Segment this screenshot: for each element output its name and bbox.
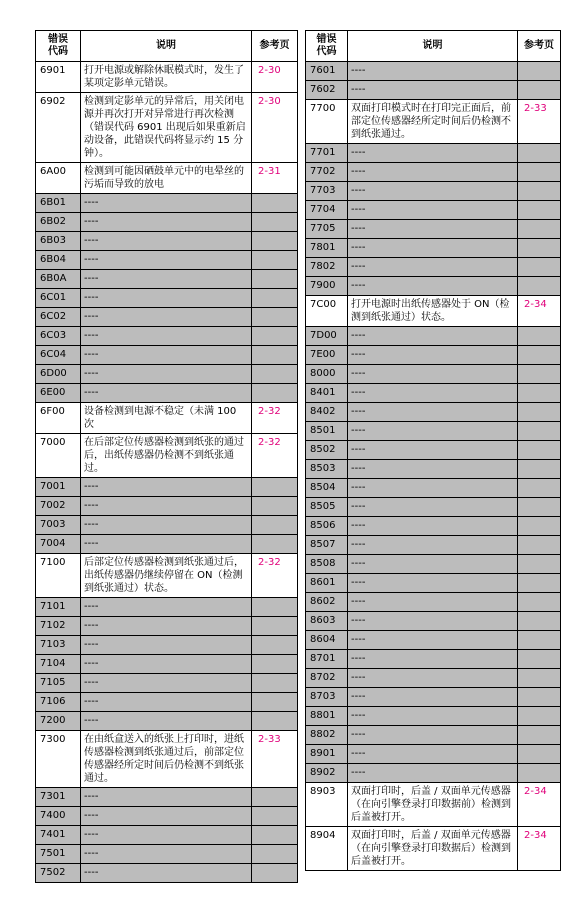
header-code: 错误 代码	[36, 31, 81, 62]
table-row	[36, 693, 298, 712]
error-code-cell: 8703	[306, 688, 348, 707]
table-row	[36, 788, 298, 807]
error-code-cell: 6B02	[36, 213, 81, 232]
error-code-cell: 7702	[306, 163, 348, 182]
table-row	[36, 674, 298, 693]
error-code-cell: 8801	[306, 707, 348, 726]
error-code-cell: 6B03	[36, 232, 81, 251]
table-row	[306, 631, 561, 650]
reference-page-cell	[518, 726, 561, 745]
description-cell: ----	[348, 574, 518, 593]
reference-page-cell	[518, 182, 561, 201]
reference-page-cell	[252, 826, 298, 845]
description-cell: ----	[348, 612, 518, 631]
reference-page-cell: 2-32	[252, 403, 298, 434]
description-cell: 双面打印模式时在打印完正面后，前部定位传感器经所定时间后仍检测不到纸张通过。	[348, 100, 518, 144]
error-code-cell: 7106	[36, 693, 81, 712]
error-code-cell: 8903	[306, 783, 348, 827]
error-code-cell: 7502	[36, 864, 81, 883]
reference-page-cell	[518, 220, 561, 239]
error-code-cell: 8505	[306, 498, 348, 517]
table-row	[36, 308, 298, 327]
table-header-row	[36, 31, 298, 62]
description-cell: ----	[81, 535, 252, 554]
description-cell: ----	[348, 555, 518, 574]
reference-page-cell	[252, 270, 298, 289]
table-row	[306, 574, 561, 593]
error-code-cell: 7E00	[306, 346, 348, 365]
table-row	[306, 688, 561, 707]
description-cell: ----	[348, 707, 518, 726]
error-code-cell: 8701	[306, 650, 348, 669]
description-cell: 检测到定影单元的异常后，用关闭电源并再次打开对异常进行再次检测（错误代码 6901 出现后如果重新启动设备，此错误代码将显示约 15 分钟）。	[81, 93, 252, 163]
error-code-cell: 7301	[36, 788, 81, 807]
description-cell: ----	[81, 270, 252, 289]
description-cell: ----	[348, 182, 518, 201]
reference-page-cell	[518, 327, 561, 346]
description-cell: ----	[81, 308, 252, 327]
description-cell: ----	[348, 384, 518, 403]
error-code-cell: 6B0A	[36, 270, 81, 289]
description-cell: ----	[81, 712, 252, 731]
description-cell: ----	[81, 497, 252, 516]
table-row	[306, 479, 561, 498]
table-row	[306, 726, 561, 745]
error-code-cell: 7801	[306, 239, 348, 258]
reference-page-cell	[518, 346, 561, 365]
description-cell: ----	[348, 650, 518, 669]
error-code-cell: 7705	[306, 220, 348, 239]
reference-page-cell	[518, 574, 561, 593]
table-row	[306, 441, 561, 460]
table-row	[36, 346, 298, 365]
reference-page-cell	[252, 478, 298, 497]
description-cell: ----	[81, 478, 252, 497]
error-code-cell: 8502	[306, 441, 348, 460]
error-code-cell: 8602	[306, 593, 348, 612]
error-code-cell: 8504	[306, 479, 348, 498]
table-row	[36, 213, 298, 232]
reference-page-cell	[518, 707, 561, 726]
description-cell: ----	[81, 251, 252, 270]
table-row	[36, 497, 298, 516]
reference-page-cell: 2-31	[252, 163, 298, 194]
reference-page-cell	[252, 194, 298, 213]
description-cell: ----	[348, 258, 518, 277]
description-cell: ----	[348, 669, 518, 688]
description-cell: 后部定位传感器检测到纸张通过后，出纸传感器仍继续停留在 ON（检测到纸张通过）状态。	[81, 554, 252, 598]
error-code-cell: 8507	[306, 536, 348, 555]
table-row	[36, 403, 298, 434]
description-cell: ----	[81, 289, 252, 308]
error-code-cell: 6B04	[36, 251, 81, 270]
reference-page-cell	[518, 62, 561, 81]
reference-page-cell	[518, 669, 561, 688]
description-cell: ----	[81, 327, 252, 346]
description-cell: ----	[348, 81, 518, 100]
error-code-cell: 6C04	[36, 346, 81, 365]
table-row	[306, 239, 561, 258]
table-row	[36, 327, 298, 346]
description-cell: ----	[348, 498, 518, 517]
table-row	[36, 194, 298, 213]
error-code-cell: 8402	[306, 403, 348, 422]
reference-page-cell	[252, 232, 298, 251]
reference-page-cell: 2-30	[252, 62, 298, 93]
reference-page-cell: 2-34	[518, 827, 561, 871]
description-cell: ----	[81, 617, 252, 636]
table-row	[306, 517, 561, 536]
table-row	[36, 598, 298, 617]
description-cell: ----	[348, 460, 518, 479]
reference-page-cell	[252, 327, 298, 346]
table-header-row	[306, 31, 561, 62]
description-cell: ----	[81, 213, 252, 232]
reference-page-cell	[252, 497, 298, 516]
description-cell: ----	[348, 403, 518, 422]
description-cell: ----	[348, 441, 518, 460]
reference-page-cell	[252, 636, 298, 655]
reference-page-cell	[518, 612, 561, 631]
header-reference-page: 参考页	[518, 31, 561, 62]
table-row	[306, 498, 561, 517]
reference-page-cell	[252, 712, 298, 731]
description-cell: ----	[348, 163, 518, 182]
error-code-cell: 7602	[306, 81, 348, 100]
table-row	[36, 617, 298, 636]
table-row	[306, 827, 561, 871]
header-description: 说明	[81, 31, 252, 62]
table-row	[36, 655, 298, 674]
reference-page-cell	[252, 693, 298, 712]
description-cell: ----	[81, 232, 252, 251]
error-code-cell: 7703	[306, 182, 348, 201]
error-code-table-right	[305, 30, 561, 871]
reference-page-cell	[518, 258, 561, 277]
table-row	[36, 434, 298, 478]
description-cell: 双面打印时，后盖 / 双面单元传感器（在向引擎登录打印数据前）检测到后盖被打开。	[348, 783, 518, 827]
description-cell: ----	[348, 239, 518, 258]
description-cell: ----	[81, 826, 252, 845]
error-code-cell: 6D00	[36, 365, 81, 384]
reference-page-cell	[252, 308, 298, 327]
error-code-cell: 8501	[306, 422, 348, 441]
reference-page-cell	[252, 788, 298, 807]
error-code-cell: 7501	[36, 845, 81, 864]
description-cell: ----	[348, 536, 518, 555]
table-row	[306, 327, 561, 346]
error-code-cell: 8000	[306, 365, 348, 384]
reference-page-cell: 2-33	[252, 731, 298, 788]
reference-page-cell	[518, 688, 561, 707]
error-code-cell: 7001	[36, 478, 81, 497]
error-code-cell: 7102	[36, 617, 81, 636]
table-row	[306, 460, 561, 479]
table-row	[306, 182, 561, 201]
table-row	[36, 845, 298, 864]
reference-page-cell	[518, 239, 561, 258]
description-cell: ----	[348, 745, 518, 764]
table-row	[36, 864, 298, 883]
table-row	[306, 220, 561, 239]
description-cell: 在后部定位传感器检测到纸张的通过后，出纸传感器仍检测不到纸张通过。	[81, 434, 252, 478]
error-code-cell: 6C01	[36, 289, 81, 308]
description-cell: ----	[348, 277, 518, 296]
error-code-cell: 7004	[36, 535, 81, 554]
description-cell: ----	[81, 655, 252, 674]
error-code-cell: 7704	[306, 201, 348, 220]
table-row	[306, 277, 561, 296]
table-row	[36, 289, 298, 308]
error-code-cell: 6C02	[36, 308, 81, 327]
reference-page-cell: 2-32	[252, 434, 298, 478]
description-cell: ----	[81, 636, 252, 655]
table-row	[36, 535, 298, 554]
table-row	[36, 712, 298, 731]
table-row	[36, 62, 298, 93]
reference-page-cell	[518, 144, 561, 163]
table-row	[306, 745, 561, 764]
reference-page-cell	[518, 277, 561, 296]
error-code-cell: 6A00	[36, 163, 81, 194]
header-description: 说明	[348, 31, 518, 62]
reference-page-cell	[252, 213, 298, 232]
table-row	[306, 650, 561, 669]
error-code-cell: 8506	[306, 517, 348, 536]
table-row	[36, 554, 298, 598]
table-row	[306, 144, 561, 163]
error-code-cell: 7701	[306, 144, 348, 163]
error-code-cell: 7300	[36, 731, 81, 788]
error-code-cell: 8901	[306, 745, 348, 764]
description-cell: ----	[348, 365, 518, 384]
description-cell: ----	[81, 516, 252, 535]
error-code-cell: 8508	[306, 555, 348, 574]
description-cell: ----	[81, 346, 252, 365]
error-code-cell: 6901	[36, 62, 81, 93]
reference-page-cell	[518, 536, 561, 555]
reference-page-cell	[252, 807, 298, 826]
reference-page-cell	[252, 289, 298, 308]
error-code-cell: 6F00	[36, 403, 81, 434]
error-code-cell: 7200	[36, 712, 81, 731]
error-code-cell: 6E00	[36, 384, 81, 403]
table-row	[36, 163, 298, 194]
error-code-cell: 7D00	[306, 327, 348, 346]
table-row	[36, 516, 298, 535]
reference-page-cell	[252, 384, 298, 403]
table-row	[306, 365, 561, 384]
description-cell: ----	[81, 598, 252, 617]
reference-page-cell	[518, 81, 561, 100]
description-cell: ----	[348, 220, 518, 239]
table-row	[36, 826, 298, 845]
reference-page-cell	[518, 163, 561, 182]
reference-page-cell	[252, 516, 298, 535]
reference-page-cell	[518, 403, 561, 422]
table-row	[36, 478, 298, 497]
description-cell: 双面打印时，后盖 / 双面单元传感器（在向引擎登录打印数据后）检测到后盖被打开。	[348, 827, 518, 871]
table-row	[306, 258, 561, 277]
error-code-cell: 8604	[306, 631, 348, 650]
error-code-cell: 7100	[36, 554, 81, 598]
error-code-cell: 6B01	[36, 194, 81, 213]
description-cell: 打开电源或解除休眠模式时，发生了某项定影单元错误。	[81, 62, 252, 93]
reference-page-cell: 2-32	[252, 554, 298, 598]
error-code-cell: 8904	[306, 827, 348, 871]
reference-page-cell	[518, 764, 561, 783]
description-cell: ----	[348, 593, 518, 612]
error-code-cell: 7105	[36, 674, 81, 693]
table-row	[306, 536, 561, 555]
table-row	[306, 384, 561, 403]
header-code: 错误 代码	[306, 31, 348, 62]
reference-page-cell	[252, 864, 298, 883]
description-cell: 设备检测到电源不稳定（未满 100 次	[81, 403, 252, 434]
reference-page-cell	[518, 517, 561, 536]
table-row	[306, 783, 561, 827]
table-row	[36, 232, 298, 251]
description-cell: 检测到可能因硒鼓单元中的电晕丝的污垢而导致的放电	[81, 163, 252, 194]
reference-page-cell	[252, 251, 298, 270]
description-cell: ----	[81, 693, 252, 712]
table-row	[306, 201, 561, 220]
reference-page-cell	[518, 498, 561, 517]
reference-page-cell: 2-33	[518, 100, 561, 144]
error-code-cell: 7000	[36, 434, 81, 478]
table-row	[36, 731, 298, 788]
table-row	[306, 764, 561, 783]
description-cell: ----	[348, 201, 518, 220]
table-row	[306, 422, 561, 441]
description-cell: ----	[348, 517, 518, 536]
description-cell: ----	[81, 864, 252, 883]
table-row	[36, 365, 298, 384]
description-cell: ----	[81, 674, 252, 693]
description-cell: ----	[81, 365, 252, 384]
description-cell: ----	[348, 144, 518, 163]
table-row	[306, 81, 561, 100]
error-code-cell: 7003	[36, 516, 81, 535]
description-cell: 在由纸盒送入的纸张上打印时，进纸传感器检测到纸张通过后，前部定位传感器经所定时间后仍检测不到纸张通过。	[81, 731, 252, 788]
description-cell: ----	[348, 764, 518, 783]
reference-page-cell	[252, 845, 298, 864]
reference-page-cell: 2-34	[518, 296, 561, 327]
error-code-cell: 8401	[306, 384, 348, 403]
reference-page-cell	[518, 384, 561, 403]
description-cell: ----	[348, 631, 518, 650]
error-code-cell: 8802	[306, 726, 348, 745]
table-row	[306, 403, 561, 422]
reference-page-cell	[518, 365, 561, 384]
table-row	[36, 384, 298, 403]
error-code-cell: 7802	[306, 258, 348, 277]
error-code-cell: 8503	[306, 460, 348, 479]
error-code-cell: 7401	[36, 826, 81, 845]
error-code-cell: 8702	[306, 669, 348, 688]
error-code-cell: 6C03	[36, 327, 81, 346]
description-cell: ----	[81, 384, 252, 403]
reference-page-cell	[518, 650, 561, 669]
table-row	[36, 636, 298, 655]
table-row	[306, 100, 561, 144]
description-cell: ----	[81, 845, 252, 864]
reference-page-cell: 2-34	[518, 783, 561, 827]
description-cell: ----	[348, 346, 518, 365]
reference-page-cell	[252, 655, 298, 674]
table-row	[36, 93, 298, 163]
description-cell: ----	[348, 62, 518, 81]
description-cell: ----	[348, 726, 518, 745]
table-row	[36, 251, 298, 270]
reference-page-cell	[518, 593, 561, 612]
error-code-cell: 7900	[306, 277, 348, 296]
description-cell: ----	[348, 688, 518, 707]
error-code-cell: 8902	[306, 764, 348, 783]
table-row	[36, 270, 298, 289]
reference-page-cell	[518, 441, 561, 460]
reference-page-cell: 2-30	[252, 93, 298, 163]
description-cell: ----	[348, 479, 518, 498]
table-row	[306, 163, 561, 182]
error-code-cell: 7002	[36, 497, 81, 516]
reference-page-cell	[252, 535, 298, 554]
reference-page-cell	[252, 674, 298, 693]
error-code-cell: 8603	[306, 612, 348, 631]
header-reference-page: 参考页	[252, 31, 298, 62]
table-row	[306, 593, 561, 612]
error-code-cell: 7101	[36, 598, 81, 617]
error-code-cell: 7103	[36, 636, 81, 655]
error-code-cell: 7601	[306, 62, 348, 81]
reference-page-cell	[252, 617, 298, 636]
description-cell: ----	[348, 327, 518, 346]
table-row	[306, 612, 561, 631]
description-cell: ----	[348, 422, 518, 441]
error-code-cell: 7400	[36, 807, 81, 826]
table-row	[306, 669, 561, 688]
error-code-cell: 6902	[36, 93, 81, 163]
reference-page-cell	[518, 201, 561, 220]
table-row	[306, 346, 561, 365]
error-code-table-left	[35, 30, 298, 883]
reference-page-cell	[252, 365, 298, 384]
description-cell: ----	[81, 807, 252, 826]
reference-page-cell	[518, 631, 561, 650]
reference-page-cell	[518, 555, 561, 574]
error-code-cell: 7700	[306, 100, 348, 144]
table-row	[306, 555, 561, 574]
table-row	[306, 62, 561, 81]
table-row	[306, 296, 561, 327]
description-cell: 打开电源时出纸传感器处于 ON（检测到纸张通过）状态。	[348, 296, 518, 327]
description-cell: ----	[81, 788, 252, 807]
error-code-cell: 7C00	[306, 296, 348, 327]
error-code-cell: 7104	[36, 655, 81, 674]
reference-page-cell	[252, 346, 298, 365]
reference-page-cell	[252, 598, 298, 617]
description-cell: ----	[81, 194, 252, 213]
reference-page-cell	[518, 479, 561, 498]
table-row	[306, 707, 561, 726]
error-code-cell: 8601	[306, 574, 348, 593]
reference-page-cell	[518, 460, 561, 479]
reference-page-cell	[518, 422, 561, 441]
table-row	[36, 807, 298, 826]
reference-page-cell	[518, 745, 561, 764]
